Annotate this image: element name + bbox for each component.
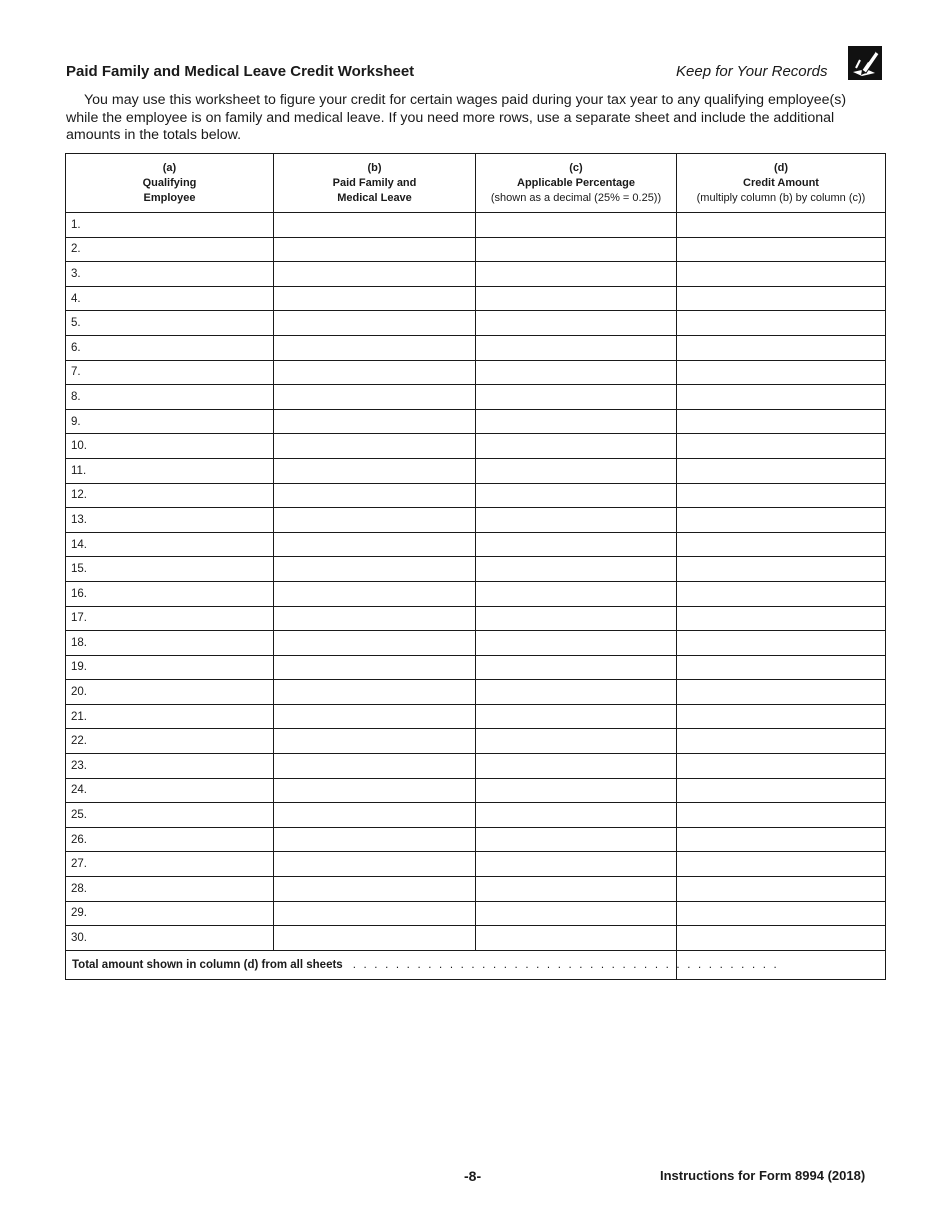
table-row: [66, 557, 886, 582]
applicable-percentage-cell[interactable]: [476, 311, 677, 336]
total-row: [66, 950, 886, 979]
column-letter: (c): [569, 161, 583, 174]
applicable-percentage-cell[interactable]: [476, 606, 677, 631]
table-row: [66, 262, 886, 287]
paid-leave-cell[interactable]: [274, 926, 476, 951]
row-number: 20.: [66, 680, 274, 705]
paid-leave-cell[interactable]: [274, 581, 476, 606]
applicable-percentage-cell[interactable]: [476, 729, 677, 754]
table-header-row: [66, 154, 886, 213]
worksheet-table: [65, 153, 886, 980]
credit-amount-cell[interactable]: [677, 483, 886, 508]
column-c-header: [476, 154, 677, 213]
paid-leave-cell[interactable]: [274, 557, 476, 582]
applicable-percentage-cell[interactable]: [476, 655, 677, 680]
paid-leave-cell[interactable]: [274, 385, 476, 410]
credit-amount-cell[interactable]: [677, 926, 886, 951]
row-number: 30.: [66, 926, 274, 951]
table-row: [66, 729, 886, 754]
applicable-percentage-cell[interactable]: [476, 262, 677, 287]
paid-leave-cell[interactable]: [274, 532, 476, 557]
applicable-percentage-cell[interactable]: [476, 581, 677, 606]
row-number: 10.: [66, 434, 274, 459]
column-title-line2: Employee: [143, 191, 196, 204]
table-row: [66, 680, 886, 705]
paid-leave-cell[interactable]: [274, 262, 476, 287]
applicable-percentage-cell[interactable]: [476, 778, 677, 803]
row-number: 11.: [66, 458, 274, 483]
row-number: 7.: [66, 360, 274, 385]
table-row: [66, 631, 886, 656]
credit-amount-cell[interactable]: [677, 901, 886, 926]
table-row: [66, 926, 886, 951]
column-note: (shown as a decimal (25% = 0.25)): [490, 191, 662, 204]
total-label-cell: [66, 950, 779, 979]
table-row: [66, 532, 886, 557]
credit-amount-cell[interactable]: [677, 852, 886, 877]
paid-leave-cell[interactable]: [274, 213, 476, 238]
paid-leave-cell[interactable]: [274, 458, 476, 483]
applicable-percentage-cell[interactable]: [476, 483, 677, 508]
paid-leave-cell[interactable]: [274, 877, 476, 902]
paid-leave-cell[interactable]: [274, 631, 476, 656]
row-number: 6.: [66, 335, 274, 360]
row-number: 14.: [66, 532, 274, 557]
row-number: 19.: [66, 655, 274, 680]
row-number: 22.: [66, 729, 274, 754]
applicable-percentage-cell[interactable]: [476, 877, 677, 902]
column-title: Paid Family and: [332, 176, 417, 189]
credit-amount-cell[interactable]: [677, 754, 886, 779]
column-b-header: [274, 154, 476, 213]
column-letter: (b): [367, 161, 382, 174]
credit-amount-cell[interactable]: [677, 508, 886, 533]
table-row: [66, 581, 886, 606]
credit-amount-cell[interactable]: [677, 458, 886, 483]
table-row: [66, 385, 886, 410]
row-number: 29.: [66, 901, 274, 926]
applicable-percentage-cell[interactable]: [476, 704, 677, 729]
credit-amount-cell[interactable]: [677, 803, 886, 828]
paid-leave-cell[interactable]: [274, 508, 476, 533]
page-number: -8-: [464, 1168, 482, 1184]
table-row: [66, 311, 886, 336]
leader-dots: . . . . . . . . . . . . . . . . . . . . . . . . . . . . . . . . . . . . . . . .: [352, 958, 779, 971]
credit-amount-cell[interactable]: [677, 606, 886, 631]
table-row: [66, 213, 886, 238]
credit-amount-cell[interactable]: [677, 409, 886, 434]
row-number: 1.: [66, 213, 274, 238]
applicable-percentage-cell[interactable]: [476, 852, 677, 877]
paid-leave-cell[interactable]: [274, 803, 476, 828]
table-row: [66, 704, 886, 729]
applicable-percentage-cell[interactable]: [476, 508, 677, 533]
table-row: [66, 286, 886, 311]
table-row: [66, 852, 886, 877]
column-note: (multiply column (b) by column (c)): [696, 191, 866, 204]
credit-amount-cell[interactable]: [677, 557, 886, 582]
credit-amount-cell[interactable]: [677, 237, 886, 262]
worksheet-title: Paid Family and Medical Leave Credit Worksheet: [66, 63, 415, 80]
row-number: 16.: [66, 581, 274, 606]
credit-amount-cell[interactable]: [677, 360, 886, 385]
applicable-percentage-cell[interactable]: [476, 803, 677, 828]
table-row: [66, 606, 886, 631]
column-letter: (d): [773, 161, 789, 174]
row-number: 21.: [66, 704, 274, 729]
row-number: 12.: [66, 483, 274, 508]
applicable-percentage-cell[interactable]: [476, 434, 677, 459]
paid-leave-cell[interactable]: [274, 286, 476, 311]
applicable-percentage-cell[interactable]: [476, 680, 677, 705]
paid-leave-cell[interactable]: [274, 237, 476, 262]
row-number: 28.: [66, 877, 274, 902]
applicable-percentage-cell[interactable]: [476, 237, 677, 262]
table-row: [66, 409, 886, 434]
applicable-percentage-cell[interactable]: [476, 754, 677, 779]
row-number: 26.: [66, 827, 274, 852]
paid-leave-cell[interactable]: [274, 901, 476, 926]
table-row: [66, 803, 886, 828]
pencil-paper-icon: [848, 46, 882, 80]
row-number: 23.: [66, 754, 274, 779]
paid-leave-cell[interactable]: [274, 606, 476, 631]
credit-amount-cell[interactable]: [677, 311, 886, 336]
row-number: 24.: [66, 778, 274, 803]
table-row: [66, 508, 886, 533]
table-row: [66, 754, 886, 779]
paid-leave-cell[interactable]: [274, 360, 476, 385]
row-number: 8.: [66, 385, 274, 410]
table-row: [66, 827, 886, 852]
table-row: [66, 434, 886, 459]
intro-paragraph: You may use this worksheet to figure your credit for certain wages paid during your tax year to any qualifying employee(s) while the employee is on family and medical leave. If you need more rows, use a separate sheet and include the additional amounts in the totals below.: [66, 92, 847, 143]
credit-amount-cell[interactable]: [677, 532, 886, 557]
credit-amount-cell[interactable]: [677, 655, 886, 680]
keep-records-note: Keep for Your Records: [676, 63, 828, 80]
table-row: [66, 360, 886, 385]
row-number: 15.: [66, 557, 274, 582]
applicable-percentage-cell[interactable]: [476, 385, 677, 410]
row-number: 5.: [66, 311, 274, 336]
applicable-percentage-cell[interactable]: [476, 213, 677, 238]
row-number: 27.: [66, 852, 274, 877]
applicable-percentage-cell[interactable]: [476, 901, 677, 926]
paid-leave-cell[interactable]: [274, 778, 476, 803]
column-letter: (a): [162, 161, 177, 174]
column-d-header: [677, 154, 886, 213]
paid-leave-cell[interactable]: [274, 754, 476, 779]
credit-amount-cell[interactable]: [677, 680, 886, 705]
applicable-percentage-cell[interactable]: [476, 557, 677, 582]
paid-leave-cell[interactable]: [274, 483, 476, 508]
column-title-line2: Medical Leave: [337, 191, 412, 204]
credit-amount-cell[interactable]: [677, 262, 886, 287]
paid-leave-cell[interactable]: [274, 409, 476, 434]
row-number: 9.: [66, 409, 274, 434]
column-title: Applicable Percentage: [517, 176, 635, 189]
table-row: [66, 901, 886, 926]
row-number: 17.: [66, 606, 274, 631]
applicable-percentage-cell[interactable]: [476, 827, 677, 852]
row-number: 25.: [66, 803, 274, 828]
applicable-percentage-cell[interactable]: [476, 409, 677, 434]
paid-leave-cell[interactable]: [274, 655, 476, 680]
paid-leave-cell[interactable]: [274, 827, 476, 852]
credit-amount-cell[interactable]: [677, 704, 886, 729]
credit-amount-cell[interactable]: [677, 877, 886, 902]
credit-amount-cell[interactable]: [677, 581, 886, 606]
credit-amount-cell[interactable]: [677, 729, 886, 754]
applicable-percentage-cell[interactable]: [476, 458, 677, 483]
applicable-percentage-cell[interactable]: [476, 631, 677, 656]
paid-leave-cell[interactable]: [274, 311, 476, 336]
credit-amount-cell[interactable]: [677, 213, 886, 238]
paid-leave-cell[interactable]: [274, 680, 476, 705]
table-row: [66, 877, 886, 902]
total-label: Total amount shown in column (d) from all sheets: [72, 958, 343, 971]
row-number: 2.: [66, 237, 274, 262]
row-number: 13.: [66, 508, 274, 533]
credit-amount-cell[interactable]: [677, 385, 886, 410]
table-row: [66, 778, 886, 803]
applicable-percentage-cell[interactable]: [476, 286, 677, 311]
form-reference: Instructions for Form 8994 (2018): [660, 1168, 866, 1183]
column-title: Credit Amount: [743, 176, 819, 189]
paid-leave-cell[interactable]: [274, 729, 476, 754]
paid-leave-cell[interactable]: [274, 335, 476, 360]
paid-leave-cell[interactable]: [274, 852, 476, 877]
table-row: [66, 237, 886, 262]
column-a-header: [66, 154, 274, 213]
table-row: [66, 458, 886, 483]
credit-amount-cell[interactable]: [677, 631, 886, 656]
applicable-percentage-cell[interactable]: [476, 360, 677, 385]
table-row: [66, 483, 886, 508]
row-number: 3.: [66, 262, 274, 287]
table-row: [66, 655, 886, 680]
column-title: Qualifying: [142, 176, 197, 189]
credit-amount-cell[interactable]: [677, 778, 886, 803]
paid-leave-cell[interactable]: [274, 704, 476, 729]
credit-amount-cell[interactable]: [677, 286, 886, 311]
paid-leave-cell[interactable]: [274, 434, 476, 459]
row-number: 18.: [66, 631, 274, 656]
table-row: [66, 335, 886, 360]
credit-amount-cell[interactable]: [677, 827, 886, 852]
credit-amount-cell[interactable]: [677, 434, 886, 459]
applicable-percentage-cell[interactable]: [476, 532, 677, 557]
applicable-percentage-cell[interactable]: [476, 926, 677, 951]
credit-amount-cell[interactable]: [677, 335, 886, 360]
applicable-percentage-cell[interactable]: [476, 335, 677, 360]
row-number: 4.: [66, 286, 274, 311]
